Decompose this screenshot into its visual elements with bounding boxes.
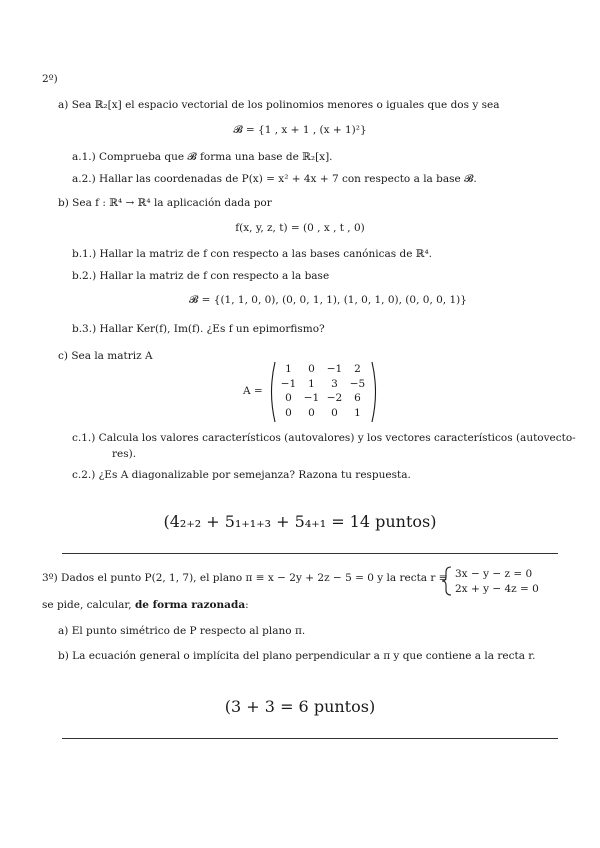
line2-bold: de forma razonada: [134, 599, 246, 611]
part-c-intro: c) Sea la matriz A: [58, 350, 153, 362]
problem-3-line2: [42, 599, 249, 611]
matrix-entries: [277, 363, 369, 420]
left-paren-icon: [267, 361, 277, 423]
question-b1: b.1.) Hallar la matriz de f con respecto a las bases canónicas de ℝ⁴.: [72, 248, 433, 260]
problem-2-title: 2º): [42, 73, 58, 85]
problem-3-part-a: a) El punto simétrico de P respecto al plano π.: [58, 625, 306, 637]
matrix-a: [243, 361, 383, 423]
divider: [62, 738, 558, 739]
matrix-cell: −1: [326, 363, 343, 375]
problem-3-intro: 3º) Dados el punto P(2, 1, 7), el plano π ≡ x − 2y + 2z − 5 = 0 y la recta r ≡: [42, 572, 448, 584]
left-brace-icon: [441, 566, 453, 596]
matrix-cell: 2: [354, 363, 361, 375]
question-a1: a.1.) Comprueba que 𝓑 forma una base de ℝ₂[x].: [72, 151, 333, 163]
matrix-cell: −5: [349, 377, 366, 390]
problem-2-score: (4₂₊₂ + 5₁₊₁₊₃ + 5₄₊₁ = 14 puntos): [163, 512, 437, 531]
basis-r4: 𝓑 = {(1, 1, 0, 0), (0, 0, 1, 1), (1, 0, 1, 0), (0, 0, 0, 1)}: [189, 294, 467, 306]
matrix-cell: 0: [285, 392, 292, 404]
line2-suffix: :: [245, 599, 249, 611]
matrix-cell: 1: [308, 377, 315, 390]
line-equation-2: 2x + y − 4z = 0: [455, 583, 539, 595]
question-c1-line1: c.1.) Calcula los valores característicos (autovalores) y los vectores característicos (autovecto-: [72, 432, 576, 444]
matrix-cell: 1: [285, 363, 292, 375]
question-c2: c.2.) ¿Es A diagonalizable por semejanza? Razona tu respuesta.: [72, 469, 411, 481]
question-b2: b.2.) Hallar la matriz de f con respecto a la base: [72, 270, 330, 282]
matrix-cell: 6: [354, 392, 361, 404]
matrix-cell: 1: [354, 406, 361, 419]
line2-prefix: se pide, calcular,: [42, 599, 132, 611]
basis-polynomials: 𝓑 = {1 , x + 1 , (x + 1)²}: [233, 124, 367, 136]
matrix-cell: 0: [331, 406, 338, 419]
matrix-cell: −1: [303, 392, 320, 404]
question-b3: b.3.) Hallar Ker(f), Im(f). ¿Es f un epimorfismo?: [72, 323, 325, 335]
divider: [62, 553, 558, 554]
question-a2: a.2.) Hallar las coordenadas de P(x) = x² + 4x + 7 con respecto a la base 𝓑.: [72, 173, 477, 185]
question-c1-line2: res).: [112, 448, 137, 460]
line-equation-1: 3x − y − z = 0: [455, 568, 533, 580]
right-paren-icon: [370, 361, 380, 423]
problem-3-part-b: b) La ecuación general o implícita del plano perpendicular a π y que contiene a la recta r.: [58, 650, 536, 662]
matrix-cell: −2: [326, 392, 343, 404]
linear-map-definition: f(x, y, z, t) = (0 , x , t , 0): [235, 222, 365, 234]
matrix-cell: 3: [331, 377, 338, 390]
part-a-intro: a) Sea ℝ₂[x] el espacio vectorial de los polinomios menores o iguales que dos y sea: [58, 99, 500, 111]
part-b-intro: b) Sea f : ℝ⁴ → ℝ⁴ la aplicación dada por: [58, 197, 272, 209]
matrix-cell: −1: [280, 377, 297, 390]
matrix-label: A =: [243, 385, 263, 397]
matrix-cell: 0: [285, 406, 292, 419]
matrix-cell: 0: [308, 363, 315, 375]
matrix-cell: 0: [308, 406, 315, 419]
problem-3-score: (3 + 3 = 6 puntos): [224, 697, 376, 716]
